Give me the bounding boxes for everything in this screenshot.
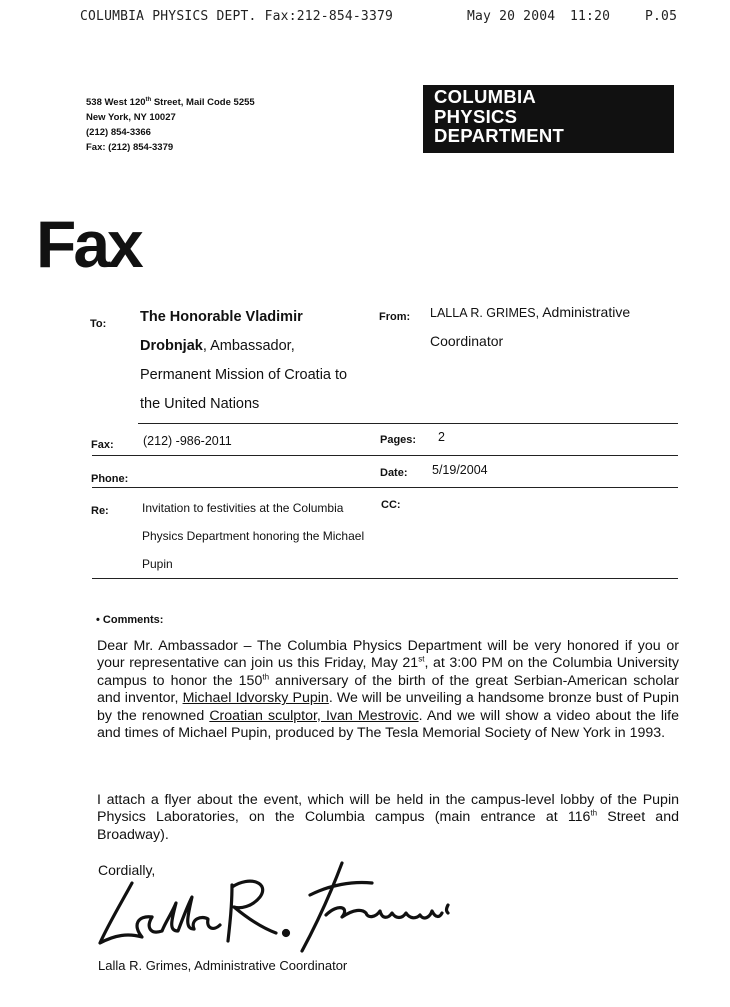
comments-heading: • Comments:: [96, 614, 164, 626]
body-paragraph-2: I attach a flyer about the event, which will be held in the campus-level lobby of the Pupin Physics Laboratories, on the Columbia campus (main entrance at 116th Street and Broadway).: [97, 792, 679, 843]
rule-to: [138, 423, 678, 424]
pupin-reference: Michael Idvorsky Pupin: [182, 690, 329, 707]
rule-fax: [92, 455, 678, 456]
closing: Cordially,: [98, 862, 156, 878]
signer-name: Lalla R. Grimes, Administrative Coordinator: [98, 958, 348, 973]
fax-sender-header: COLUMBIA PHYSICS DEPT. Fax:212-854-3379: [80, 9, 394, 24]
to-recipient: The Honorable Vladimir Drobnjak, Ambassador, Permanent Mission of Croatia to the United Nations: [140, 309, 348, 412]
to-label: To:: [90, 318, 107, 330]
sculptor-reference: Croatian sculptor, Ivan Mestrovic: [209, 707, 419, 724]
address-line-street: 538 West 120th Street, Mail Code 5255: [86, 97, 255, 109]
fax-header-date: May 20 2004: [467, 9, 556, 24]
date-label: Date:: [380, 467, 408, 479]
fax-header-page: P.05: [645, 9, 678, 24]
fax-number-label: Fax:: [91, 439, 114, 451]
department-logo: COLUMBIA PHYSICS DEPARTMENT: [423, 85, 674, 153]
fax-title: Fax: [36, 207, 141, 281]
fax-header-time: 11:20: [570, 9, 611, 24]
re-subject: Invitation to festivities at the Columbia Physics Department honoring the Michael Pupin: [142, 501, 365, 571]
date-value: 5/19/2004: [432, 463, 488, 477]
address-line-city: New York, NY 10027: [86, 112, 176, 124]
address-line-phone: (212) 854-3366: [86, 127, 151, 139]
address-line-fax: Fax: (212) 854-3379: [86, 142, 174, 154]
handwritten-signature: [80, 855, 450, 955]
pages-value: 2: [438, 430, 445, 444]
body-paragraph-1: Dear Mr. Ambassador – The Columbia Physics Department will be very honored if you or your representative can join us this Friday, May 21st, at 3:00 PM on the Columbia University campus to honor the 150th anniversary of the birth of the great Serbian-American scholar and inventor, Michael Idvorsky Pupin. We will be unveiling a handsome bronze bust of Pupin by the renowned Croatian sculptor, Ivan Mestrovic. And we will show a video about the life and times of Michael Pupin, produced by The Tesla Memorial Society of New York in 1993.: [97, 638, 679, 742]
from-label: From:: [379, 311, 411, 323]
rule-re: [92, 578, 678, 579]
rule-phone: [92, 487, 678, 488]
sender-address: [86, 93, 255, 155]
re-label: Re:: [91, 505, 109, 517]
from-sender: LALLA R. GRIMES, Administrative Coordinator: [430, 304, 631, 349]
phone-label: Phone:: [91, 473, 129, 485]
fax-number-value: (212) -986-2011: [143, 434, 232, 448]
cc-label: CC:: [381, 499, 401, 511]
pages-label: Pages:: [380, 434, 417, 446]
